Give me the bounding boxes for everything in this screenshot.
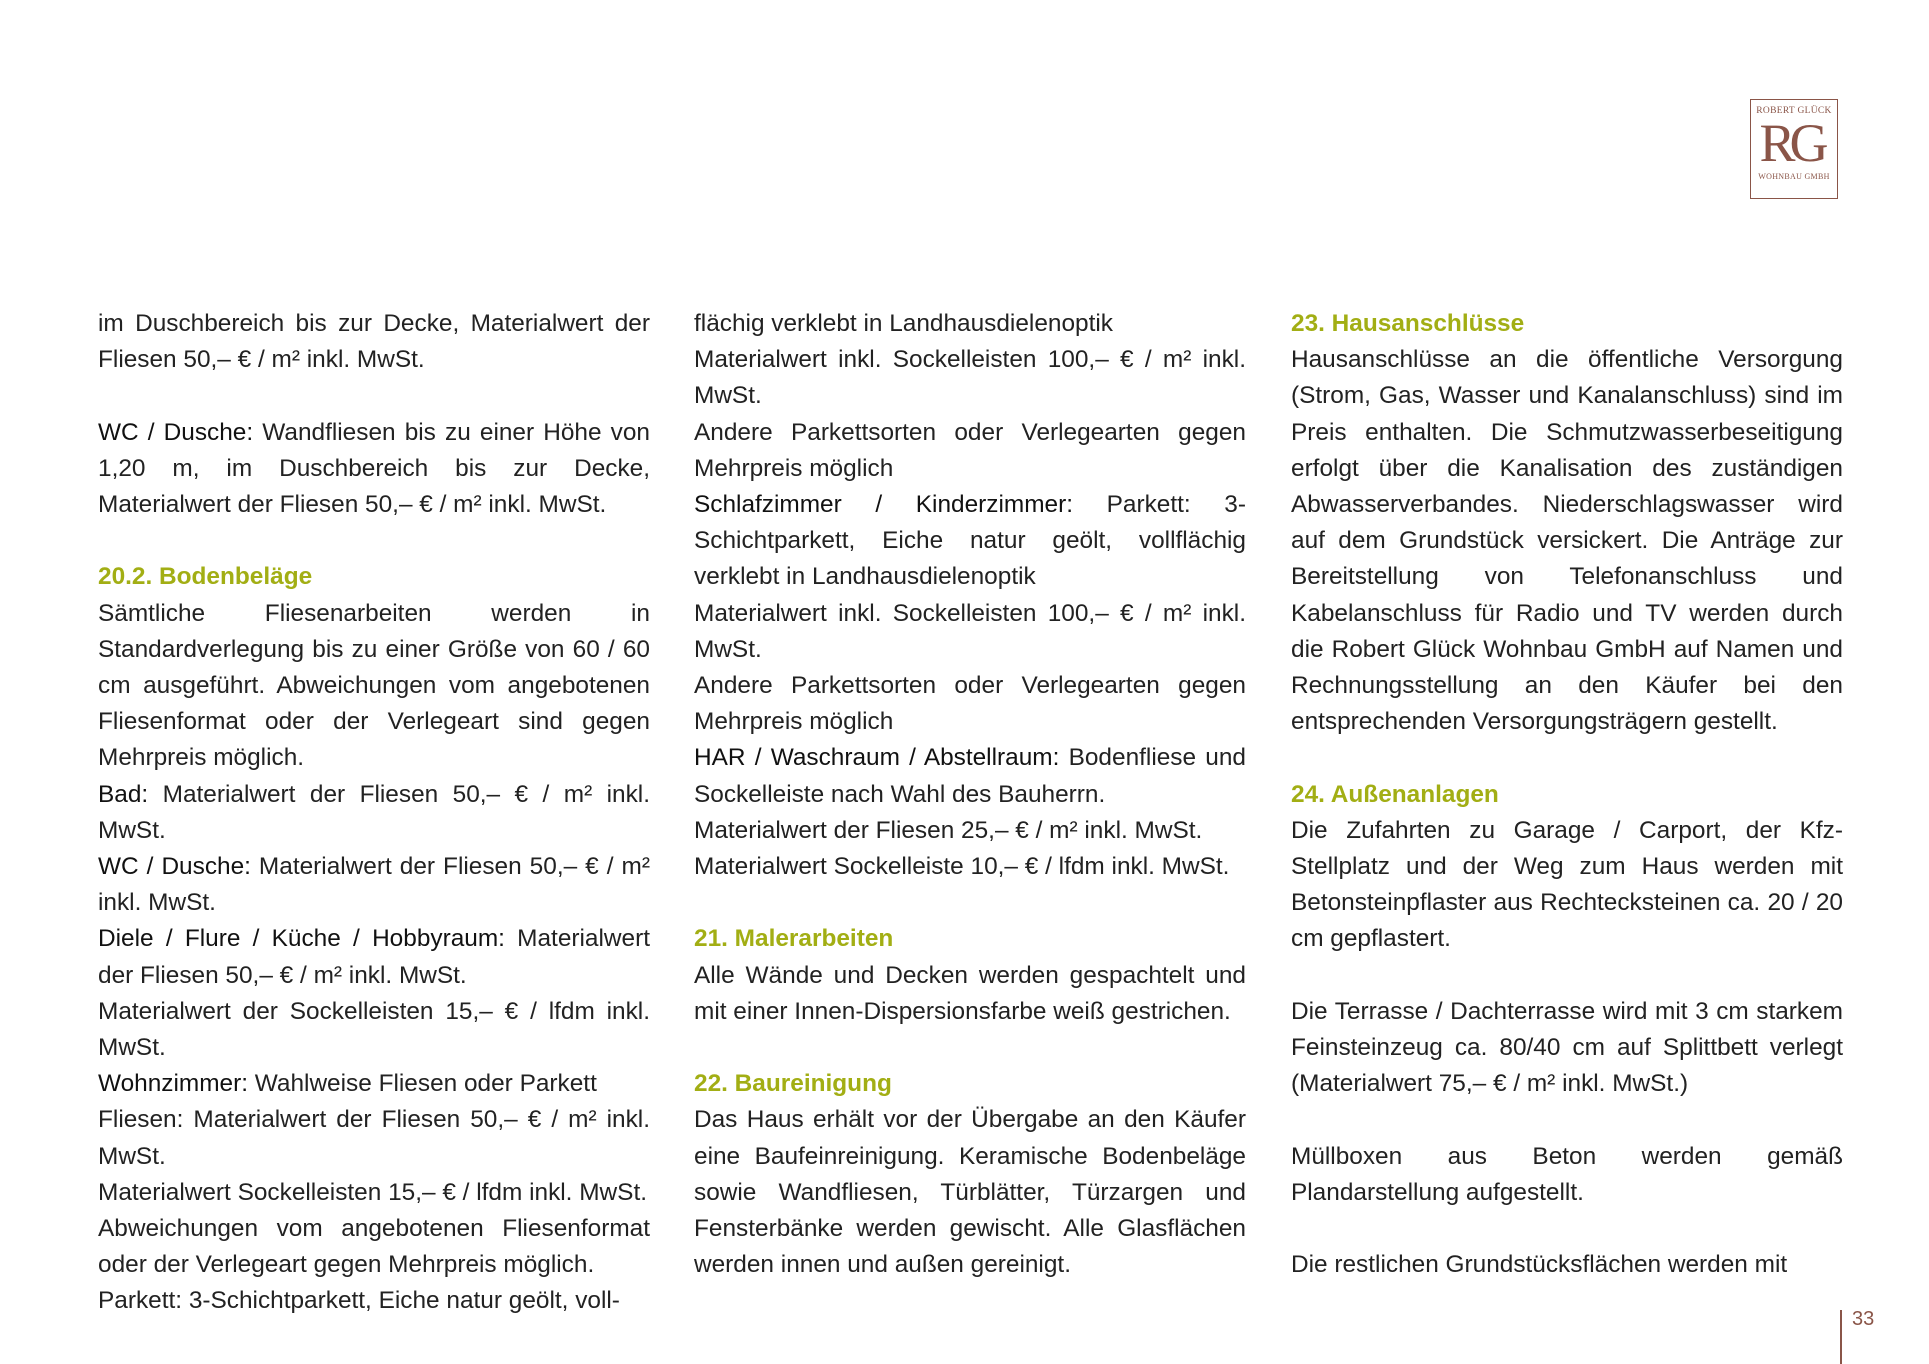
label-bad: Bad: (98, 780, 149, 808)
logo-monogram: RG (1759, 113, 1823, 173)
paragraph-reinigung: Das Haus erhält vor der Übergabe an den Käufer eine Baufeinreinigung. Keramische Bodenbeläge sowie Wandfliesen, Türblätter, Türzargen und Fensterbänke werden gewischt. Alle Glasflächen werden innen und außen gereinigt. (694, 1106, 1246, 1279)
paragraph-fliesen: Sämtliche Fliesenarbeiten werden in Standardverlegung bis zu einer Größe von 60 / 60 cm ausgeführt. Abweichungen vom angebotenen Fliesenformat oder der Verlegeart sind gegen Mehrpreis möglich. (98, 599, 650, 772)
paragraph: im Duschbereich bis zur Decke, Materialwert der Fliesen 50,– € / m² inkl. MwSt. (98, 310, 650, 374)
paragraph: Andere Parkettsorten oder Verlegearten gegen Mehrpreis möglich (694, 418, 1246, 482)
paragraph: Materialwert der Fliesen 25,– € / m² inkl. MwSt. (694, 816, 1203, 844)
heading-malerarbeiten: 21. Malerarbeiten (694, 925, 894, 953)
label-diele: Diele / Flure / Küche / Hobbyraum: (98, 925, 505, 953)
paragraph-wohn (98, 1066, 650, 1102)
paragraph-aussen3: Müllboxen aus Beton werden gemäß Plandarstellung aufgestellt. (1291, 1142, 1843, 1206)
paragraph-wohn-parkett: Parkett: 3-Schichtparkett, Eiche natur geölt, voll- (98, 1287, 620, 1315)
paragraph-sockel: Materialwert der Sockelleisten 15,– € / lfdm inkl. MwSt. (98, 997, 650, 1062)
page-number: 33 (1852, 1308, 1875, 1330)
paragraph-haus: Hausanschlüsse an die öffentliche Versorgung (Strom, Gas, Wasser und Kanalanschluss) sind im Preis enthalten. Die Schmutzwasserbeseitigung erfolgt über die Kanalisation des zuständigen Abwasserverbandes. Niederschlagswasser wird auf dem Grundstück versickert. Die Anträge zur Bereitstellung von Telefonanschluss und Kabelanschluss für Radio und TV werden durch die Robert Glück Wohnbau GmbH auf Namen und Rechnungsstellung an den Käufer bei den entsprechenden Versorgungsträgern gestellt. (1291, 346, 1843, 736)
paragraph-diele (98, 921, 650, 993)
paragraph-bad (98, 777, 650, 849)
text-har: Bodenfliese und Sockelleiste nach Wahl des Bauherrn. (694, 744, 1246, 808)
paragraph: flächig verklebt in Landhausdielenoptik (694, 310, 1113, 337)
label-schlaf: Schlafzimmer / Kinderzimmer: (694, 491, 1073, 519)
paragraph-wohn-fliesen: Fliesen: Materialwert der Fliesen 50,– € / m² inkl. MwSt. (98, 1106, 650, 1170)
text-schlaf: Parkett: 3-Schichtparkett, Eiche natur geölt, vollflächig verklebt in Landhausdielenoptik (694, 491, 1246, 591)
paragraph-aussen1: Die Zufahrten zu Garage / Carport, der Kfz-Stellplatz und der Weg zum Haus werden mit Betonsteinpflaster aus Rechtecksteinen ca. 20 / 20 cm gepflastert. (1291, 816, 1843, 953)
text-wc2: Materialwert der Fliesen 50,– € / m² inkl. MwSt. (98, 853, 650, 917)
label-wohn: Wohnzimmer: (98, 1070, 248, 1098)
label-wc2: WC / Dusche: (98, 853, 251, 881)
paragraph-aussen4: Die restlichen Grundstücksflächen werden mit (1291, 1251, 1788, 1279)
label-wc: WC / Dusche: (98, 418, 254, 446)
column-left (98, 306, 650, 1320)
heading-aussenanlagen: 24. Außenanlagen (1291, 780, 1499, 808)
paragraph-wohn-sockel: Materialwert Sockelleisten 15,– € / lfdm inkl. MwSt. (98, 1178, 647, 1206)
paragraph-aussen2: Die Terrasse / Dachterrasse wird mit 3 cm starkem Feinsteinzeug ca. 80/40 cm auf Splittbett verlegt (Materialwert 75,– € / m² inkl. MwSt.) (1291, 997, 1843, 1098)
text-diele: Materialwert der Fliesen 50,– € / m² inkl. MwSt. (98, 925, 650, 989)
paragraph: Materialwert Sockelleiste 10,– € / lfdm inkl. MwSt. (694, 853, 1230, 881)
heading-bodenbelaege: 20.2. Bodenbeläge (98, 563, 313, 591)
company-logo (1750, 99, 1838, 199)
page-divider (1840, 1310, 1842, 1364)
paragraph-har (694, 740, 1246, 812)
heading-hausanschluesse: 23. Hausanschlüsse (1291, 310, 1525, 337)
paragraph-wc2 (98, 849, 650, 921)
paragraph-wc (98, 415, 650, 524)
column-right (1291, 306, 1843, 1283)
text-wohn: Wahlweise Fliesen oder Parkett (248, 1070, 597, 1098)
paragraph: Materialwert inkl. Sockelleisten 100,– € / m² inkl. MwSt. (694, 599, 1246, 663)
paragraph-wohn-abw: Abweichungen vom angebotenen Fliesenformat oder der Verlegeart gegen Mehrpreis möglich. (98, 1215, 650, 1279)
paragraph: Materialwert inkl. Sockelleisten 100,– € / m² inkl. MwSt. (694, 346, 1246, 410)
text-wc: Wandfliesen bis zu einer Höhe von 1,20 m, im Duschbereich bis zur Decke, Materialwert der Fliesen 50,– € / m² inkl. MwSt. (98, 418, 650, 518)
logo-bottom-text: WOHNBAU GMBH (1758, 172, 1830, 181)
text-bad: Materialwert der Fliesen 50,– € / m² inkl. MwSt. (98, 780, 650, 844)
label-har: HAR / Waschraum / Abstellraum: (694, 744, 1060, 772)
heading-baureinigung: 22. Baureinigung (694, 1070, 892, 1098)
paragraph-maler: Alle Wände und Decken werden gespachtelt und mit einer Innen-Dispersionsfarbe weiß gestrichen. (694, 961, 1246, 1025)
paragraph: Andere Parkettsorten oder Verlegearten gegen Mehrpreis möglich (694, 672, 1246, 736)
paragraph-schlaf (694, 487, 1246, 596)
column-middle (694, 306, 1246, 1283)
logo-top-text: ROBERT GLÜCK (1756, 106, 1832, 116)
